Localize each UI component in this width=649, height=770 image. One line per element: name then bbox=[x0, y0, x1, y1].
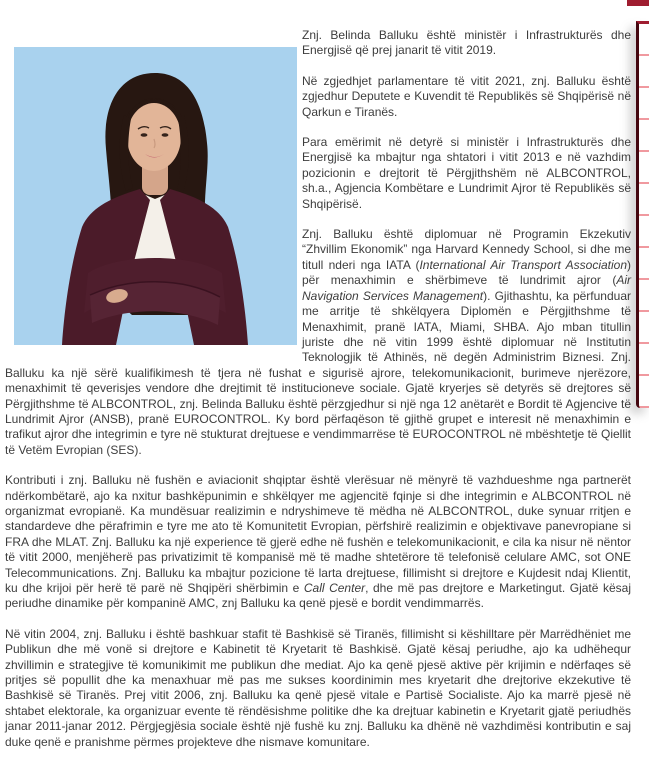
eye-right bbox=[162, 133, 169, 137]
italic-term: International Air Transport Association bbox=[419, 257, 628, 272]
article bbox=[5, 28, 631, 765]
paragraph-1: Znj. Belinda Balluku është ministër i Infrastrukturës dhe Energjisë që prej janarit të vitit 2019. bbox=[302, 28, 631, 58]
eye-left bbox=[141, 133, 148, 137]
paragraph-2: Në zgjedhjet parlamentare të vitit 2021, znj. Balluku është zgjedhur Deputete e Kuvendit të Republikës së Shqipërisë në Qarkun e Tiranës. bbox=[302, 73, 631, 119]
paragraph-5: Kontributi i znj. Balluku në fushën e aviacionit shqiptar është vlerësuar në mënyrë të vazhdueshme nga partnerët ndërkombëtarë, ajo ka nxitur bashkëpunimin e shkëlqyer me agjencitë fqinje si dhe integrimin e ALBCONTROL në organizmat evropianë. Ka mundësuar realizimin e ndryshimeve të mëdha në ALBCONTROL, duke synuar rritjen e standardeve dhe përafrimin e tyre me ato të Komunitetit Evropian, përfshirë realizimin e objektivave panevropiane si FRA dhe MLAT. Znj. Balluku ka një experience të gjerë edhe në fushën e telekomunikacionit, e cila ka nisur në nëntor të vitit 2000, menjëherë pas privatizimit të kompanisë më të madhe shtetërore të telefonisë celulare AMC, sot ONE Telecommunications. Znj. Balluku ka mbajtur pozicione të larta drejtuese, fillimisht si drejtore e Kujdesit ndaj Klientit, ku dhe krijoi për herë të parë në Shqipëri shërbimin e Call Center, dhe më pas drejtore e Marketingut. Gjatë kësaj periudhe dinamike për kompaninë AMC, znj Balluku ka qenë pjesë e bordit vendimmarrës. bbox=[5, 473, 631, 611]
face bbox=[127, 103, 181, 171]
portrait-photo bbox=[14, 47, 297, 345]
paragraph-4: Znj. Balluku është diplomuar në Programin Ekzekutiv “Zhvillim Ekonomik” nga Harvard Kennedy School, si dhe me titull nderi nga IATA (International Air Transport Association) për menaxhimin e shërbimeve të lundrimit ajror (Air Navigation Services Management). Gjithashtu, ka përfunduar me arritje të shkëlqyera Diplomën e Përgjithshme të Menaxhimit, pranë IATA, Miami, SHBA. Ajo mban titullin juriste dhe në vitin 1999 është diplomuar në Institutin Teknologjik të Athinës, në degën Administrim Biznesi. Znj. Balluku ka një sërë kualifikimesh të tjera në fushat e sigurisë ajrore, telekomunikacionit, burimeve njerëzore, menaxhimit të qeverisjes vendore dhe drejtimit të institucioneve sociale. Gjatë kryerjes së detyrës së drejtores së Përgjithshme të ALBCONTROL, znj. Belinda Balluku është përzgjedhur si një nga 12 anëtarët e Bordit të Agjencive të Lundrimit Ajror (ANSB), pranë EUROCONTROL. Ky bord përfaqëson të gjithë grupet e interesit në menaxhimin e trafikut ajror dhe integrimin e tyre në stukturat drejtuese e vendimmarrëse të EUROCONTROL në mbështetje të Qiellit të Vetëm Evropian (SES). bbox=[5, 227, 632, 457]
paragraph-6: Në vitin 2004, znj. Balluku i është bashkuar stafit të Bashkisë së Tiranës, fillimisht si këshilltare për Marrëdhëniet me Publikun dhe më vonë si drejtore e Kabinetit të Kryetarit të Bashkisë. Gjatë kësaj periudhe, ajo ka udhëhequr zhvillimin e strategjive të komunikimit me publikun dhe mediat. Ajo ka qenë pjesë aktive për krijimin e ndërfaqes së pritjes së popullit dhe ka menaxhuar më pas me sukses koordinimin mes kryetarit dhe drejtorive ekzekutive të Bashkisë së Tiranës. Prej vitit 2006, znj. Balluku ka qenë pjesë vitale e Partisë Socialiste. Ajo ka marrë pjesë në shtabet elektorale, ka organizuar evente të rëndësishme politike dhe ka drejtuar kabinetin e Kryetarit gjatë periudhës janar 2011-janar 2012. Përgjegjësia sociale është një fushë ku znj. Balluku ka dhënë në vazhdimësi kontributin e saj duke qenë e pranishme përmes projekteve dhe nismave komunitare. bbox=[5, 626, 631, 749]
portrait-photo-illustration bbox=[14, 47, 297, 345]
top-right-accent-bar bbox=[627, 0, 649, 6]
cropped-table-edge bbox=[636, 21, 649, 408]
italic-term: Call Center bbox=[303, 581, 366, 595]
italic-term: Air Navigation Services Management bbox=[302, 273, 631, 303]
paragraph-3: Para emërimit në detyrë si ministër i Infrastrukturës dhe Energjisë ka mbajtur nga shtatori i vitit 2013 e në vazhdim pozicionin e drejtorit të Përgjithshëm në ALBCONTROL, sh.a., Agjencia Kombëtare e Lundrimit Ajror të Republikës së Shqipërisë. bbox=[302, 135, 631, 211]
